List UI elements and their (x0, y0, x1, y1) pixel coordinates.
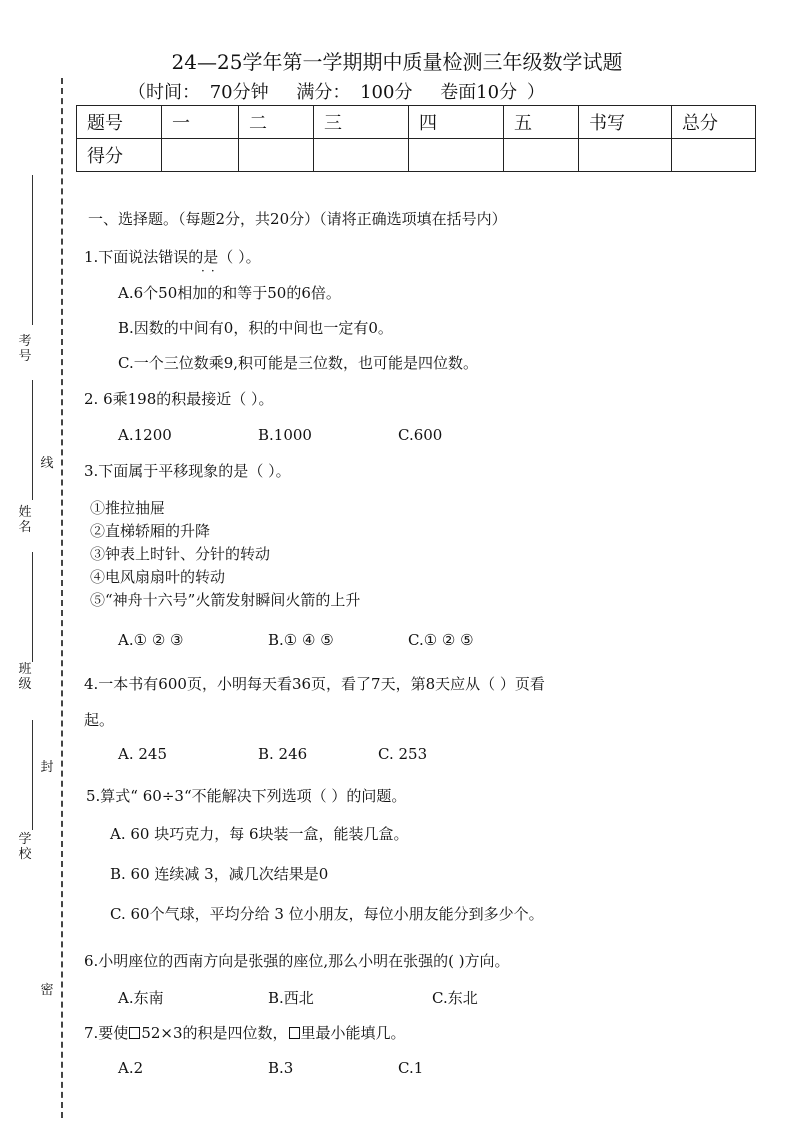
binding-mark-line: 线 (40, 456, 54, 471)
emphasis-dots: ·· (201, 264, 221, 278)
score-cell[interactable] (504, 139, 579, 172)
exam-full-score: 满分： 100分 (296, 82, 413, 103)
blank-box-icon (129, 1027, 140, 1039)
binding-dashed-line (61, 78, 63, 1118)
score-cell[interactable] (239, 139, 314, 172)
exam-number-line (32, 175, 33, 325)
class-label: 班级 (18, 662, 32, 692)
score-table-score-row (77, 139, 756, 172)
class-line (32, 552, 33, 662)
score-table-header: 二 (239, 106, 314, 139)
exam-neatness-score: 卷面10分 ） (440, 82, 545, 103)
question-7-stem (84, 1022, 406, 1043)
binding-mark-secret: 密 (40, 983, 54, 998)
binding-mark-seal: 封 (40, 760, 54, 775)
score-table-header-row (77, 106, 756, 139)
score-cell[interactable] (409, 139, 504, 172)
question-7-stem-end: 里最小能填几。 (300, 1024, 406, 1042)
question-6-option-b: B.西北 (268, 989, 314, 1007)
question-7-stem-start: 7.要使 (84, 1024, 129, 1042)
question-1-option-c: C.一个三位数乘9,积可能是三位数，也可能是四位数。 (118, 354, 479, 372)
question-1-option-a: A.6个50相加的和等于50的6倍。 (118, 284, 341, 302)
section-heading: 一、选择题。（每题2分，共20分）（请将正确选项填在括号内） (88, 210, 507, 228)
score-table-header: 四 (409, 106, 504, 139)
question-1-option-b: B.因数的中间有0，积的中间也一定有0。 (118, 319, 393, 337)
question-3-item: ①推拉抽屉 (90, 499, 166, 517)
question-5-stem: 5.算式“ 60÷3“不能解决下列选项（ ）的问题。 (86, 787, 407, 805)
score-table-header: 书写 (579, 106, 672, 139)
score-table-header: 题号 (77, 106, 162, 139)
question-3-item: ⑤“神舟十六号”火箭发射瞬间火箭的上升 (90, 591, 361, 609)
question-3-item: ②直梯轿厢的升降 (90, 522, 211, 540)
question-3-item: ④电风扇扇叶的转动 (90, 568, 226, 586)
score-table (76, 105, 756, 172)
question-3-stem: 3.下面属于平移现象的是（ ）。 (84, 462, 291, 480)
school-label: 学校 (18, 832, 32, 862)
score-table-header: 总分 (672, 106, 756, 139)
exam-number-label: 考号 (18, 334, 32, 364)
question-6-option-a: A.东南 (118, 989, 164, 1007)
question-4-stem: 4.一本书有600页，小明每天看36页，看了7天，第8天应从（ ）页看 (84, 675, 545, 693)
exam-info (128, 78, 563, 104)
question-7-stem-middle: 52×3的积是四位数， (141, 1024, 288, 1042)
score-cell[interactable] (314, 139, 409, 172)
score-cell[interactable] (672, 139, 756, 172)
name-label: 姓名 (18, 505, 32, 535)
exam-title: 24—25学年第一学期期中质量检测三年级数学试题 (171, 50, 623, 74)
school-line (32, 720, 33, 830)
question-5-option-b: B. 60 连续减 3，减几次结果是0 (110, 865, 329, 883)
question-7-option-b: B.3 (268, 1059, 294, 1077)
question-4-option-c: C. 253 (378, 745, 428, 763)
question-5-option-a: A. 60 块巧克力，每 6块装一盒，能装几盒。 (110, 825, 409, 843)
score-cell[interactable] (162, 139, 239, 172)
blank-box-icon (289, 1027, 300, 1039)
exam-time: （时间： 70分钟 (128, 82, 269, 103)
question-2-option-c: C.600 (398, 426, 443, 444)
question-3-option-c: C.① ② ⑤ (408, 631, 474, 649)
question-4-option-b: B. 246 (258, 745, 308, 763)
question-1-stem: 1.下面说法错误的是（ ）。 (84, 248, 261, 266)
question-6-option-c: C.东北 (432, 989, 478, 1007)
question-7-option-a: A.2 (118, 1059, 144, 1077)
question-7-option-c: C.1 (398, 1059, 424, 1077)
question-4-option-a: A. 245 (118, 745, 167, 763)
question-5-option-c: C. 60个气球，平均分给 3 位小朋友，每位小朋友能分到多少个。 (110, 905, 544, 923)
question-2-option-b: B.1000 (258, 426, 312, 444)
question-4-stem-continued: 起。 (84, 711, 115, 729)
score-row-label: 得分 (77, 139, 162, 172)
question-3-item: ③钟表上时针、分针的转动 (90, 545, 271, 563)
question-3-option-b: B.① ④ ⑤ (268, 631, 334, 649)
name-line (32, 380, 33, 500)
question-2-option-a: A.1200 (118, 426, 172, 444)
score-table-header: 五 (504, 106, 579, 139)
question-3-option-a: A.① ② ③ (118, 631, 184, 649)
score-table-header: 三 (314, 106, 409, 139)
question-2-stem: 2. 6乘198的积最接近（ ）。 (84, 390, 274, 408)
score-cell[interactable] (579, 139, 672, 172)
question-6-stem: 6.小明座位的西南方向是张强的座位,那么小明在张强的( )方向。 (84, 952, 510, 970)
score-table-header: 一 (162, 106, 239, 139)
